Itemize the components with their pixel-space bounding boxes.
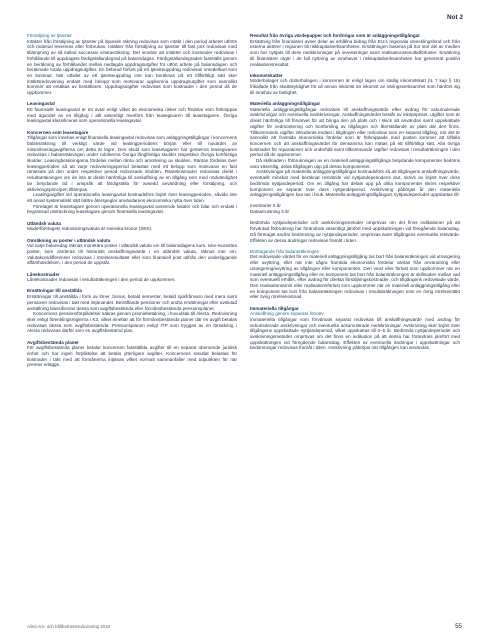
section — [27, 340, 237, 369]
paragraph: Koncernens pensionsförpliktelser säkras genom premiebetalning, i huvudsak till Alecta. Redovisning sker enligt förenklingsreglerna i K3, vilket innebär att för förmånsbestämda planer där en avgift betalas redovisas dessa som avgiftsbestämda. Pensionsplanen enligt ITP som tryggas av en försäkring i Alecta redovisas därför som en avgiftsbestämd plan. — [27, 311, 237, 334]
section — [27, 238, 237, 267]
paragraph: Tillgångar som innehas enligt finansiella leasingavtal redovisas som anläggningstillgångar i koncernens balansräkning till verkligt värde vid leasingperiodens början eller till nuvärdet av minimileasingavgifterna om detta är lägre. Den skuld som leasetagaren har gentemot leasegivaren redovisas i balansräkningen under rubrikerna Övriga långfristiga skulder respektive Övriga kortfristiga skulder. Leasingbetalningarna fördelas mellan ränta och amortering av skulden. Räntan fördelas över leasingperioden så att varje redovisningsperiod belastas med ett belopp som motsvarar en fast räntesats på den under respektive period redovisade skulden. Räntekostnader redovisas direkt i resultaträkningen om de inte är direkt hänförliga till anskaffning av en tillgång som med nödvändighet tar betydande tid i anspråk att färdigställa för avsedd användning eller försäljning, och aktiveringsprincipen tillämpas. — [27, 135, 237, 192]
section-subheading: Anskaffning genom separata förvärv — [250, 311, 324, 317]
section-heading: Koncernen som leasetagare — [27, 129, 89, 135]
section — [250, 306, 460, 352]
paragraph: Lånekostnader redovisas i resultaträkningen i den period de uppkommer. — [27, 277, 176, 283]
section — [27, 101, 237, 124]
paragraph: Immateriella tillgångar som förvärvats separat redovisas till anskaffningsvärde med avdrag för ackumulerade avskrivningar och eventuella ackumulerade nedskrivningar. Avskrivning sker linjärt över tillgångens uppskattade nyttjandeperiod, vilket uppskattas till 3–5 år. Bedömda nyttjandeperioder och avskrivningsmetoder omprövas om det finns en indikation på att dessa har förändrats jämfört med uppskattningen vid föregående balansdag. Effekten av eventuella ändringar i uppskattningar och bedömningar redovisas framåt i tiden. Avskrivning påbörjas när tillgången kan användas. — [250, 316, 460, 351]
left-column — [27, 33, 237, 374]
page-footer: Alimi Ars- och hållbarhetsredovisning 2018 — [27, 624, 110, 629]
paragraph: Leasingavgifter vid operationella leasingavtal kostnadsförs linjärt över leasingperioden, såvida inte ett annat systematiskt sätt bättre återspeglar användarens ekonomiska nytta över tiden. — [27, 192, 237, 203]
note-label: Not 2 — [447, 14, 463, 21]
section — [27, 33, 237, 96]
paragraph: Det redovisade värdet för en materiell anläggningstillgång tas bort från balansräkningen vid utrangering eller avyttring, eller när inte några framtida ekonomiska fördelar väntas från användning eller utrangering/avyttring av tillgången eller komponenten. Den vinst eller förlust som uppkommer när en materiell anläggningstillgång eller en komponent tas bort från balansräkningen är skillnaden mellan vad som eventuellt erhålls, efter avdrag för direkta försäljningskostnader, och tillgångens redovisade värde. Den realisationsvinst eller realisationsförlust som uppkommer när en materiell anläggningstillgång eller en komponent tas bort från balansräkningen redovisas i resultaträkningen som en övrig rörelseintäkt eller övrig rörelsekostnad. — [250, 254, 460, 300]
page-number: 55 — [455, 623, 462, 630]
paragraph: Materiella anläggningstillgångar redovisas till anskaffningsvärde efter avdrag för ackumulerade avskrivningar och eventuella nedskrivningar. Anskaffningsvärdet består av inköpspriset, utgifter som är direkt hänförliga till förvärvet för att bringa den på plats och i skick att användas samt uppskattade utgifter för nedmontering och bortforsling av tillgången och återställande av plats där den finns. Tillkommande utgifter inkluderas endast i tillgången eller redovisas som en separat tillgång, när det är sannolikt att framtida ekonomiska fördelar som är förknippade med posten kommer att tillfalla koncernen och att anskaffningsvärdet för densamma kan mätas på ett tillförlitligt sätt. Alla övriga kostnader för reparationer och underhåll samt tillkommande utgifter redovisas i resultaträkningen i den period då de uppkommer. — [250, 106, 460, 158]
section-heading: Utländsk valuta — [27, 220, 61, 226]
section — [250, 33, 460, 67]
section-heading: Inkomstskatter — [250, 72, 283, 78]
section — [27, 272, 237, 283]
paragraph: Ersättning från finansiärer avser delar av erhållna bidrag från EU:s regionala utvecklingsfond och från externa aktörer i regionen till riskkapitalverksamheten. Ersättningen baseras på hur stor del av medlen som har nyttjats till dess nedskrivningar på investeringar samt realisationsresultatförluster. Ersättning till finansiärer utgör i de fall nyttning av innehavet i riskkapitalverksamheten har genererat positivt realisationsresultat. — [250, 38, 460, 67]
paragraph: Moderbolaget och dotterbolagen i koncernen är enligt lagen om statlig inkomstskatt (IL 7 kap § 15) frikallade från skattskyldighet för all annan inkomst än inkomst av näringsverksamhet som hänförs sig till innehav av fastighet. — [250, 78, 460, 95]
section-heading: Lånekostnader — [27, 271, 60, 277]
section-heading: Ersättningar till anställda — [27, 288, 82, 294]
list-item: Datautrustning 3 år — [250, 209, 290, 215]
lifetime-list — [250, 203, 460, 214]
section-heading: Materiella anläggningstillgångar — [250, 101, 321, 107]
paragraph: Intäkter från försäljning av tjänster på löpande räkning redovisas som intäkt i den period arbetet utförts och material levereras eller förbrukas. Intäkter från försäljning av tjänster till fast pris redovisas med tillämpning av så kallad successiv vinstavräkning. Det innebär att intäkter och kostnader redovisas i förhållande till uppdragets färdigställandegrad på balansdagen. Färdigställandegraden fastställs genom en beräkning av förhållandet mellan nedlagda uppdragsutgifter för utfört arbete på balansdagen och beräknade totala uppdragsutgifter. En befarad förlust på ett tjänsteuppdrag redovisas omedelbart som en kostnad. När utfallet av ett tjänsteuppdrag inte kan beräknas på ett tillförlitligt sätt sker intäktsredovisning endast med belopp som motsvarar uppkomna uppdragsutgifter som sannolikt kommer att ersättas av beställaren. Uppdragsutgifter redovisas som kostnader i den period då de uppkommer. — [27, 38, 237, 96]
paragraph: Ett finansiellt leasingavtal är ett avtal enligt vilket de ekonomiska risker och fördelar som förknippas med ägandet av en tillgång i allt väsentligt överförs från leasegivaren till leasetagaren. Övriga leasingavtal klassificeras som operationella leasingavtal. — [27, 106, 237, 124]
section — [250, 101, 460, 198]
section-heading: Immateriella tillgångar — [250, 305, 299, 311]
section — [250, 220, 460, 243]
right-column — [250, 33, 460, 357]
paragraph: Då skillnaden i förbrukningen av en materiell anläggningstillgångs betydande komponenter bedöms vara väsentlig, delas tillgången upp på dessa komponenter. — [250, 158, 460, 169]
section — [27, 221, 237, 232]
paragraph: Moderföretagets redovisningsvaluta är svenska kronor (SEK). — [27, 226, 153, 232]
section — [250, 249, 460, 300]
section-heading: Leasingavtal — [27, 101, 55, 107]
paragraph: Bedömda nyttjandeperioder och avskrivningsmetoder omprövas om det finns indikationer på att förväntad förbrukning har förändrats väsentligt jämfört med uppskattningen vid föregående balansdag. Då företaget ändrar bedömning av nyttjandeperioder, omprövas även tillgångens eventuella restvärde. Effekten av dessa ändringar redovisas framåt i tiden. — [250, 220, 460, 243]
section — [27, 288, 237, 334]
section-heading: Avgiftsbestämda planer — [27, 339, 79, 345]
paragraph: För avgiftsbestämda planer betalar koncernen fastställda avgifter till en separat oberoende juridisk enhet och har ingen förpliktelse att betala ytterligare avgifter. Koncernens resultat belastas för kostnader i takt med att förmånerna intjänas vilket normalt sammanfaller med tidpunkten för när premier erläggs. — [27, 345, 237, 368]
section-heading: Resultat från övriga värdepapper och fordringar som är anläggningstillgångar — [250, 33, 421, 38]
paragraph: Företaget är leasetagare genom operationella leasingavtal avseende lokaler och bilar och endast i begränsad utsträckning leasetagare genom finansiella leasingavtal. — [27, 203, 237, 215]
section — [27, 130, 237, 216]
paragraph: Vid varje balansdag räknas monetära poster i utländsk valuta om till balansdagens kurs. Icke-monetära poster, som värderas till historiskt anskaffningsvärde i en utländsk valuta, räknas inte om. Valutakursdifferenser redovisas i rörelseresultatet eller som finansiell post utifrån den underliggande affärshändelsen, i den period de uppstår. — [27, 243, 237, 266]
section — [250, 73, 460, 96]
section-subheading: Borttagande från balansräkningen — [250, 248, 320, 254]
section-heading: Omräkning av poster i utländsk valuta — [27, 237, 111, 243]
section-subheading: Försäljning av tjänster — [27, 33, 72, 38]
paragraph: Avskrivningar på materiella anläggningstillgångar kostnadsförs så att tillgångens anskaffningsvärde, eventuellt minskat med beräknat restvärde vid nyttjandeperiodens slut, skrivs av linjärt över dess bedömda nyttjandeperiod. Om en tillgång har delats upp på olika komponenter skrivs respektive komponent av separat över dess nyttjandeperiod. Avskrivning påbörjas år den materiella anläggningstillgången kan tas i bruk. Materiella anläggningstillgångars nyttjandeperioder uppskattas till: — [250, 169, 460, 198]
paragraph: Ersättningar till anställda i form av löner, bonus, betald semester, betald sjukfrånvaro med mera samt pensioner redovisas i takt med intjänandet. Beträffande pensioner och andra ersättningar efter avslutad anställning klassificeras dessa som avgiftsbestämda eller förmånsbestämda pensionsplaner. — [27, 294, 237, 311]
list-item: Inventarier 5 år — [250, 203, 281, 209]
